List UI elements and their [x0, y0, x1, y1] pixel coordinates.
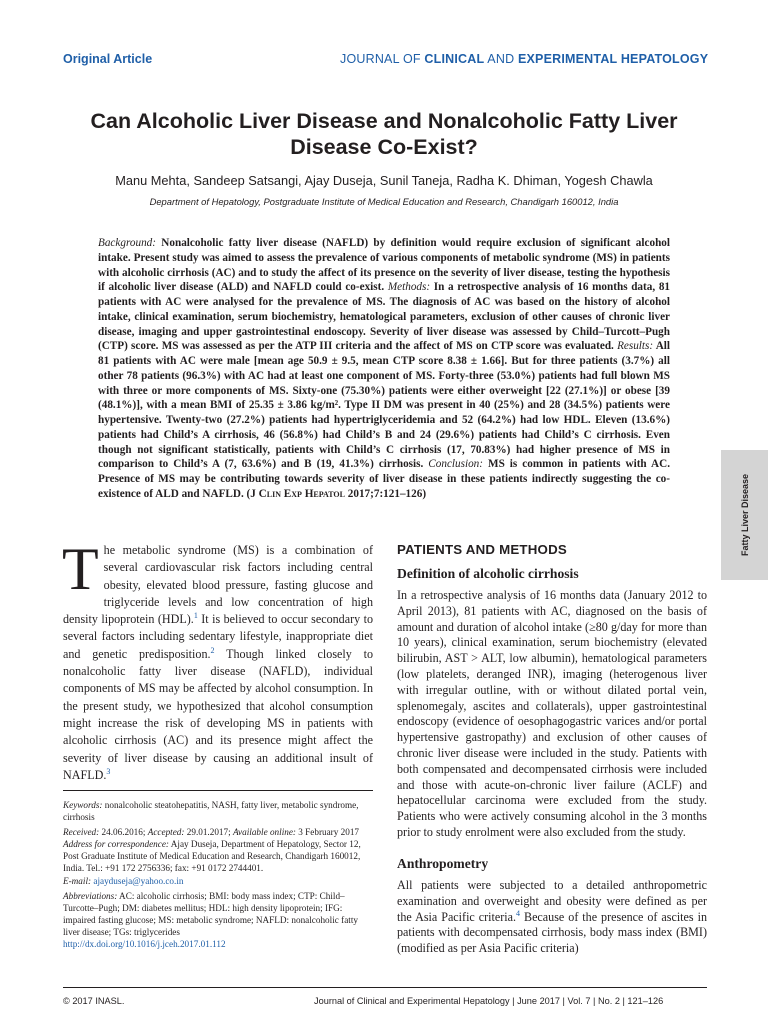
methods-paragraph: In a retrospective analysis of 16 months data (January 2012 to April 2013), 81 patients with AC, diagnosed on the basis of amount and duration of alcohol intake (≥80 g/day for more than 10 years), clinical examination, serum biochemistry (elevated bilirubin, AST > ALT, low albumin), hematological parameters (low platelets, deranged INR), imaging (heterogenous liver with irregular outline, with or without dilated portal vein, splenomegaly, ascites and collaterals), upper gastrointestinal endoscopy (evidence of oesophagogastric varices and/or portal hypertensive gastropathy) and exclusion of other causes of chronic liver disease were included in the study. Patients with both compensated and decompensated cirrhosis were included and those with acute-on-chronic liver failure (ACLF) and hepatocellular carcinoma were excluded from the study. Patients who were actively consuming alcohol in the 3 months prior to study enrolment were also excluded from the study. — [397, 588, 707, 839]
author-list: Manu Mehta, Sandeep Satsangi, Ajay Duseja, Sunil Taneja, Radha K. Dhiman, Yogesh Chawla — [115, 173, 653, 188]
article-title: Can Alcoholic Liver Disease and Nonalcoholic Fatty Liver Disease Co-Exist? — [90, 109, 678, 159]
email: E-mail: ajayduseja@yahoo.co.in — [63, 875, 184, 886]
section-side-tab — [721, 450, 768, 580]
correspondence-address: Address for correspondence: Ajay Duseja, Department of Hepatology, Sector 12, Post Graduate Institute of Medical Education and Research, Chandigarh 160012, India. Tel.: +91 172 2756336; fax: +91 0172 2744401. — [63, 839, 361, 874]
abstract: Background: Nonalcoholic fatty liver disease (NAFLD) by definition would require exclusion of significant alcohol intake. Present study was aimed to assess the prevalence of various components of metabolic syndrome (MS) in patients with alcoholic cirrhosis (AC) and to study the affect of its presence on the severity of liver disease, testing the hypothesis if alcoholic liver disease (ALD) and NAFLD could co-exist. Methods: In a retrospective analysis of 16 months data, 81 patients with AC were analysed for the prevalence of MS. The diagnosis of AC was based on the history of alcohol intake, clinical examination, serum biochemistry, hematological parameters, exclusion of other causes of chronic liver disease, imaging and upper gastrointestinal endoscopy. Severity of liver disease was assessed by Child–Turcott–Pugh (CTP) score. MS was assessed as per the ATP III criteria and the affect of MS on CTP score was evaluated. Results: All 81 patients with AC were male [mean age 50.9 ± 9.5, mean CTP score 8.38 ± 1.66]. But for three patients (3.7%) all other 78 patients (96.3%) with AC had at least one component of MS. Forty-three (53.0%) patients had full blown MS with three or more components of MS. Sixty-one (75.30%) patients were either overweight [22 (27.1%)] or obese [39 (48.1%)], with a mean BMI of 25.35 ± 3.86 kg/m². Type II DM was present in 40 (25%) and 28 (34.5%) patients were hypertensive. Twenty-two (27.2%) patients had hypertriglyceridemia and 52 (64.2%) had low HDL. Eleven (13.6%) patients had Child’s A cirrhosis, 46 (56.8%) had Child’s B and 24 (29.6%) patients had Child’s C cirrhosis. Even though not significant statistically, patients with Child’s C cirrhosis (17, 70.83%) had higher presence of MS in comparison to Child’s A (7, 63.6%) and B (19, 41.3%) cirrhosis. Conclusion: MS is common in patients with AC. Presence of MS may be contributing towards severity of liver disease in these patients indirectly suggesting the co-existence of ALD and NAFLD. (J Clin Exp Hepatol 2017;7:121–126) — [98, 237, 671, 500]
subsection-heading: Anthropometry — [397, 856, 489, 871]
introduction-paragraph: The metabolic syndrome (MS) is a combination of several cardiovascular risk factors including central obesity, elevated blood pressure, fasting glucose and triglyceride levels and low concentration of high density lipoprotein (HDL).$^1$ It is believed to occur secondary to several factors including sedentary lifestyle, inappropriate diet and genetic predisposition.$^2$ Though linked closely to nonalcoholic fatty liver disease (NAFLD), individual components of MS may be affected by alcohol consumption. In the present study, we hypothesized that alcohol consumption might increase the risk of developing MS in patients with alcoholic cirrhosis (AC) and its presence might affect the severity of liver disease by causing an additional insult of NAFLD.$^3$ — [62, 536, 374, 782]
subsection-heading: Definition of alcoholic cirrhosis — [397, 566, 579, 581]
drop-cap: T — [62, 536, 99, 602]
abbreviations: Abbreviations: AC: alcoholic cirrhosis; BMI: body mass index; CTP: Child–Turcotte–Pugh; DM: diabetes mellitus; HDL: high density lipoprotein; IFG: impaired fasting glucose; MS: metabolic syndrome; NAFLD: nonalcoholic fatty liver disease; TGs: triglycerides — [63, 890, 358, 937]
article-type-label: Original Article — [63, 52, 153, 66]
keywords: Keywords: nonalcoholic steatohepatitis, NASH, fatty liver, metabolic syndrome, cirrhosis — [63, 800, 359, 823]
footer-divider — [63, 987, 707, 988]
journal-name-header: JOURNAL OF CLINICAL AND EXPERIMENTAL HEPATOLOGY — [340, 52, 709, 66]
copyright: © 2017 INASL. — [63, 996, 125, 1006]
email-link[interactable]: ajayduseja@yahoo.co.in — [93, 875, 184, 886]
dates: Received: 24.06.2016; Accepted: 29.01.2017; Available online: 3 February 2017 — [63, 827, 360, 838]
side-tab-label: Fatty Liver Disease — [740, 473, 750, 557]
affiliation: Department of Hepatology, Postgraduate Institute of Medical Education and Research, Chandigarh 160012, India — [149, 196, 619, 207]
footnote-divider — [63, 790, 373, 791]
section-heading: PATIENTS AND METHODS — [397, 542, 567, 557]
footnotes — [63, 799, 373, 950]
doi-link[interactable]: http://dx.doi.org/10.1016/j.jceh.2017.01.112 — [63, 939, 226, 950]
anthropometry-paragraph: All patients were subjected to a detailed anthropometric examination and overweight and obesity were defined as per the Asia Pacific criteria.$^4$ Because of the presence of ascites in patients with decompensated cirrhosis, body mass index (BMI) (modified as per Asia Pacific criteria) — [397, 878, 707, 956]
journal-citation-footer: Journal of Clinical and Experimental Hepatology | June 2017 | Vol. 7 | No. 2 | 121–126 — [314, 996, 664, 1006]
